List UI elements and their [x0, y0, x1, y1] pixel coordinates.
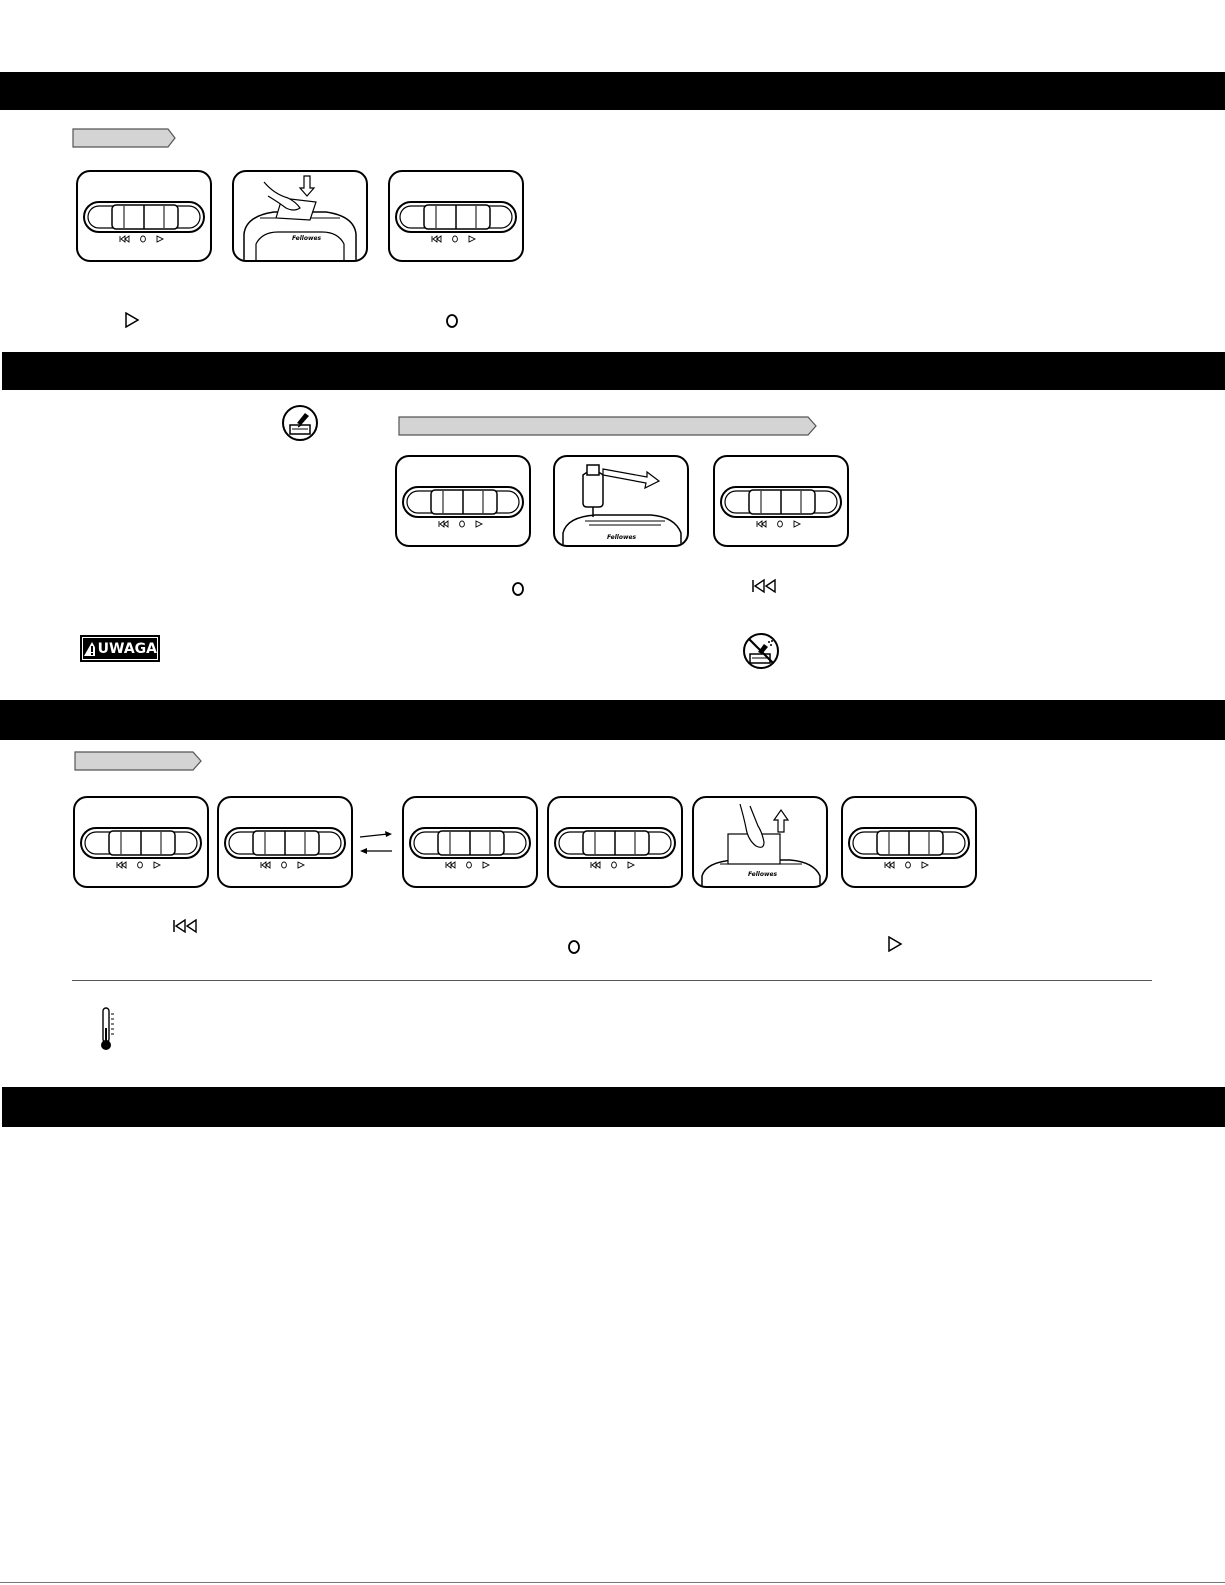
- switch-panel: [388, 170, 524, 262]
- off-icon: [612, 862, 617, 868]
- warning-triangle-icon: [83, 641, 95, 657]
- off-icon: [138, 862, 143, 868]
- section-divider: [72, 980, 1152, 981]
- auto-on-icon: [298, 862, 304, 868]
- section-bar-3: [0, 700, 1225, 740]
- off-icon: [510, 581, 526, 597]
- reverse-icon: [446, 862, 455, 868]
- off-icon: [467, 862, 472, 868]
- auto-on-icon: [476, 521, 482, 527]
- reverse-icon: [439, 521, 448, 527]
- caution-text: UWAGA: [97, 640, 157, 657]
- auto-on-icon: [628, 862, 634, 868]
- reverse-icon: [120, 236, 129, 242]
- auto-on-icon: [483, 862, 489, 868]
- shred-paper-panel: [232, 170, 368, 262]
- caution-label: [80, 635, 160, 662]
- section-bar-1: [0, 72, 1225, 110]
- switch-panel: [73, 796, 209, 888]
- auto-on-icon: [157, 236, 163, 242]
- off-icon: [566, 939, 582, 955]
- auto-on-icon: [887, 936, 903, 952]
- off-icon: [282, 862, 287, 868]
- section-bar-4: [2, 1087, 1225, 1127]
- svg-text:Fellowes: Fellowes: [292, 235, 322, 242]
- auto-on-icon: [922, 862, 928, 868]
- switch-panel: [76, 170, 212, 262]
- svg-text:Fellowes: Fellowes: [607, 534, 637, 541]
- off-icon: [460, 521, 465, 527]
- step-tag-1: [72, 128, 176, 148]
- off-icon: [444, 313, 460, 329]
- reverse-icon: [591, 862, 600, 868]
- reverse-icon: [885, 862, 894, 868]
- oil-maintenance-icon: [281, 405, 319, 441]
- reverse-icon: [172, 918, 200, 934]
- step-tag-2: [398, 416, 818, 436]
- section-bar-2: [2, 352, 1225, 390]
- reverse-icon: [432, 236, 441, 242]
- switch-panel: [841, 796, 977, 888]
- auto-on-icon: [794, 521, 800, 527]
- off-icon: [906, 862, 911, 868]
- off-icon: [141, 236, 146, 242]
- off-icon: [778, 521, 783, 527]
- switch-panel: [713, 455, 849, 547]
- switch-panel: [395, 455, 531, 547]
- toggle-arrows-icon: [358, 830, 394, 856]
- switch-panel: [402, 796, 538, 888]
- svg-text:Fellowes: Fellowes: [748, 871, 778, 878]
- switch-panel: [547, 796, 683, 888]
- oil-bottle-panel: [553, 455, 689, 547]
- step-tag-3: [74, 751, 202, 771]
- page-bottom-rule: [0, 1582, 1225, 1583]
- reverse-icon: [757, 521, 766, 527]
- remove-paper-panel: [692, 796, 828, 888]
- auto-on-icon: [469, 236, 475, 242]
- auto-on-icon: [154, 862, 160, 868]
- reverse-icon: [751, 578, 779, 594]
- reverse-icon: [117, 862, 126, 868]
- thermometer-icon: [96, 1006, 118, 1052]
- switch-panel: [217, 796, 353, 888]
- auto-on-icon: [124, 312, 140, 328]
- reverse-icon: [261, 862, 270, 868]
- no-aerosol-icon: [742, 632, 780, 670]
- off-icon: [453, 236, 458, 242]
